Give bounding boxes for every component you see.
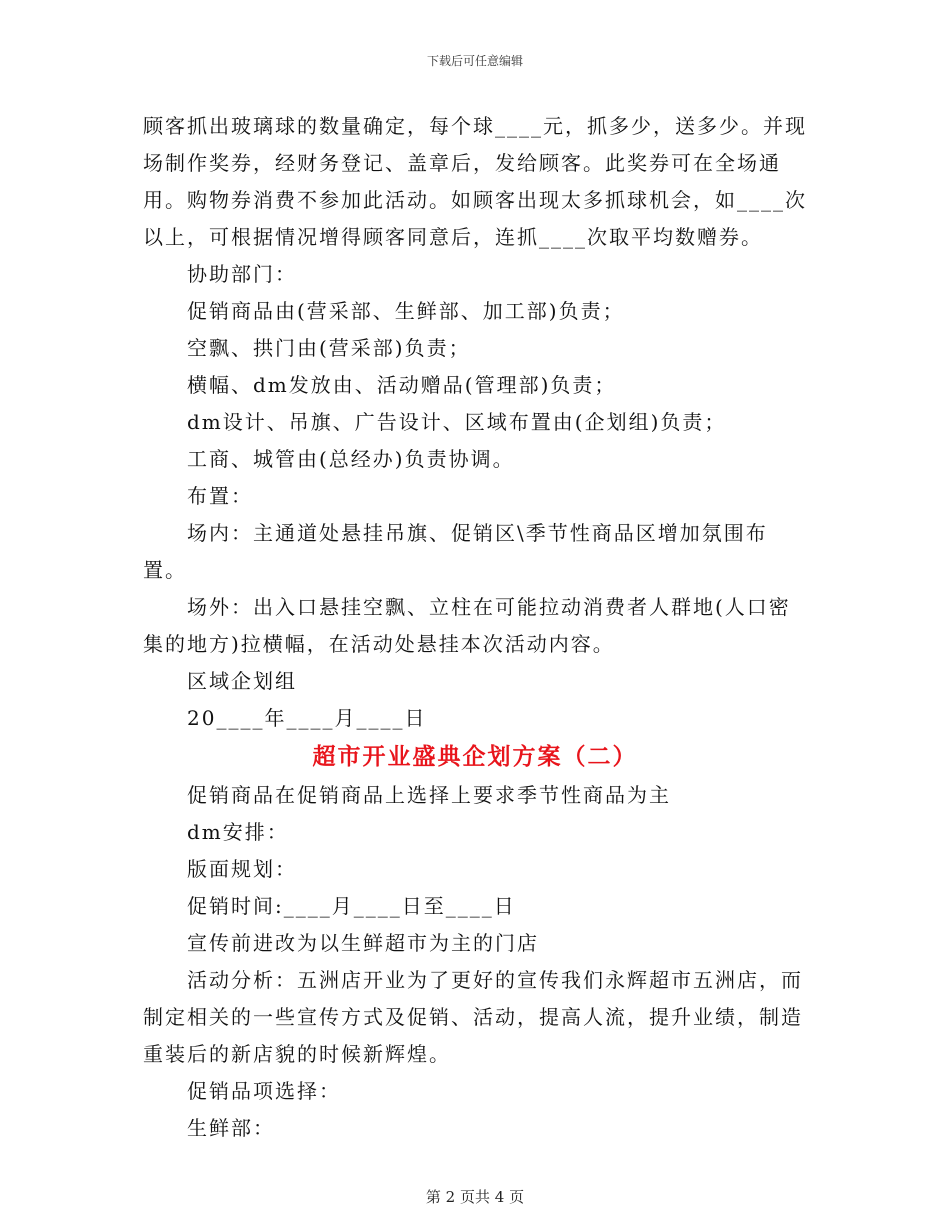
paragraph-layout-planning: 版面规划：	[187, 857, 297, 881]
paragraph-promo-time: 促销时间:____月____日至____日	[187, 894, 516, 918]
page-footer: 第 2 页共 4 页	[425, 1188, 525, 1206]
paragraph-dm-arrangement: dm安排：	[187, 820, 289, 844]
paragraph-activity-analysis: 活动分析：五洲店开业为了更好的宣传我们永辉超市五洲店，而制定相关的一些宣传方式及促销、活动，提高人流，提升业绩，制造重装后的新店貌的时候新辉煌。	[143, 968, 803, 1066]
section-title: 超市开业盛典企划方案（二）	[312, 743, 638, 770]
paragraph-layout-outdoor: 场外：出入口悬挂空飘、立柱在可能拉动消费者人群地(人口密集的地方)拉横幅，在活动处悬挂本次活动内容。	[143, 595, 791, 656]
document-body	[143, 108, 807, 1147]
paragraph-layout-indoor: 场内：主通道处悬挂吊旗、促销区\季节性商品区增加氛围布置。	[143, 521, 768, 582]
paragraph-dept-balloons: 空飘、拱门由(营采部)负责；	[187, 336, 471, 360]
paragraph-layout-heading: 布置：	[187, 484, 253, 508]
paragraph-fresh-dept: 生鲜部：	[187, 1116, 275, 1140]
paragraph-promo-selection: 促销商品在促销商品上选择上要求季节性商品为主	[187, 783, 671, 807]
paragraph-departments-heading: 协助部门：	[187, 262, 297, 286]
page-header: 下载后可任意编辑	[426, 54, 523, 68]
paragraph-prize-rules: 顾客抓出玻璃球的数量确定，每个球____元，抓多少，送多少。并现场制作奖券，经财务登记、盖章后，发给顾客。此奖券可在全场通用。购物券消费不参加此活动。如顾客出现太多抓球机会，如____次以上，可根据情况增得顾客同意后，连抓____次取平均数赠券。	[143, 114, 807, 249]
paragraph-item-selection: 促销品项选择：	[187, 1079, 341, 1103]
paragraph-signature-group: 区域企划组	[187, 669, 297, 693]
paragraph-dept-design: dm设计、吊旗、广告设计、区域布置由(企划组)负责；	[187, 410, 727, 434]
paragraph-dept-coordination: 工商、城管由(总经办)负责协调。	[187, 447, 515, 471]
paragraph-dept-promo-goods: 促销商品由(营采部、生鲜部、加工部)负责；	[187, 299, 625, 323]
paragraph-promo-stores: 宣传前进改为以生鲜超市为主的门店	[187, 931, 539, 955]
paragraph-dept-banners: 横幅、dm发放由、活动赠品(管理部)负责；	[187, 373, 617, 397]
paragraph-signature-date: 20____年____月____日	[187, 706, 427, 730]
